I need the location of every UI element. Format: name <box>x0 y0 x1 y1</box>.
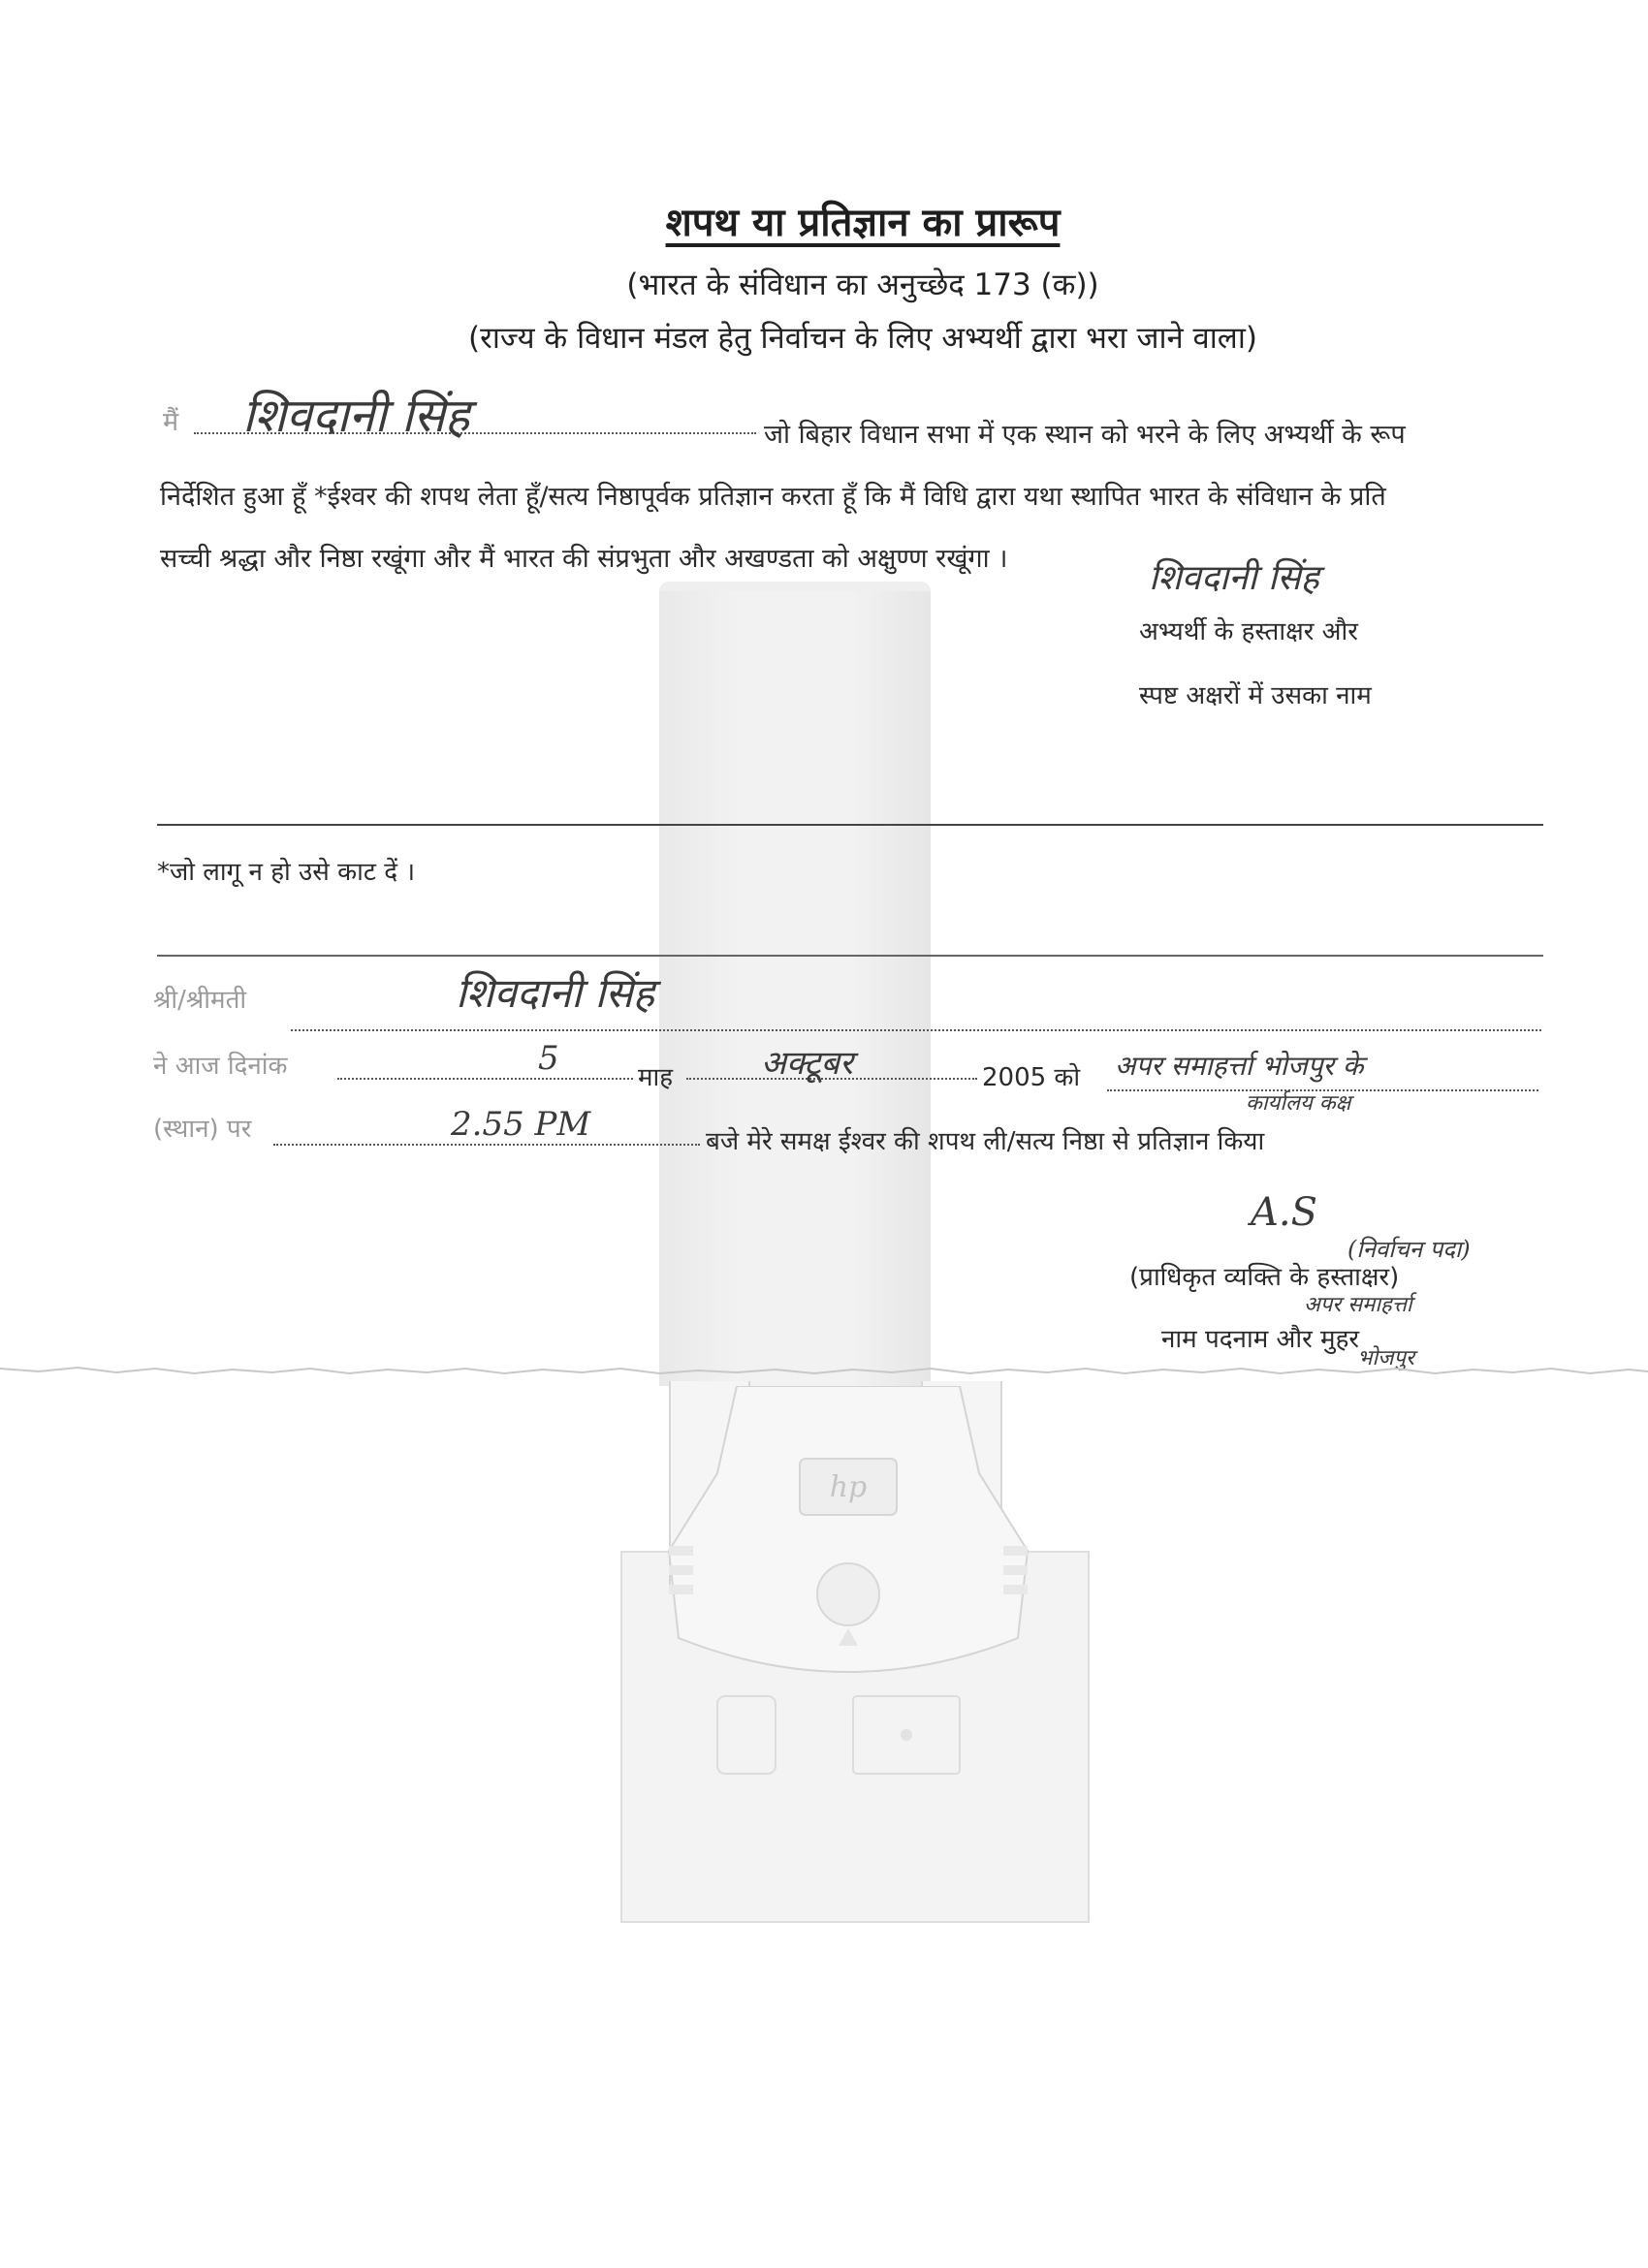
separator-rule-2 <box>157 955 1543 957</box>
date-month-handwritten: अक्टूबर <box>761 1044 853 1083</box>
page-title: शपथ या प्रतिज्ञान का प्रारूप <box>665 201 1061 245</box>
candidate-sig-label: अभ्यर्थी के हस्ताक्षर और <box>1139 617 1358 646</box>
separator-rule-1 <box>157 824 1543 826</box>
auth-sig-label: (प्राधिकृत व्यक्ति के हस्ताक्षर) <box>1129 1263 1400 1292</box>
hp-logo-text: hp <box>829 1470 868 1504</box>
aaj-label: ने आज दिनांक <box>153 1052 288 1081</box>
maah-label: माह <box>638 1063 674 1092</box>
time-field <box>273 1144 700 1146</box>
date-day-field <box>337 1078 633 1080</box>
date-day-handwritten: 5 <box>538 1039 559 1078</box>
auth-name-label: नाम पदनाम और मुहर <box>1161 1325 1360 1354</box>
subtitle-purpose: (राज्य के विधान मंडल हेतु निर्वाचन के लिए अभ्यर्थी द्वारा भरा जाने वाला) <box>468 321 1257 356</box>
candidate-signature: शिवदानी सिंह <box>1149 558 1319 598</box>
scanner-inner-details <box>698 1686 989 1783</box>
auth-name-handwritten: (निर्वाचन पदा) <box>1347 1236 1471 1263</box>
shri-name-field <box>291 1029 1541 1031</box>
line1-prefix: मैं <box>163 407 179 437</box>
candidate-name-label: स्पष्ट अक्षरों में उसका नाम <box>1139 681 1372 710</box>
footnote: *जो लागू न हो उसे काट दें । <box>157 858 416 887</box>
place-line2-handwritten: कार्यालय कक्ष <box>1246 1091 1351 1116</box>
place-line1-handwritten: अपर समाहर्त्ता भोजपुर के <box>1115 1050 1364 1082</box>
auth-designation-handwritten: अपर समाहर्त्ता <box>1304 1293 1412 1317</box>
time-handwritten: 2.55 PM <box>451 1105 591 1144</box>
torn-paper-edge <box>0 1361 1648 1380</box>
shri-name-handwritten: शिवदानी सिंह <box>456 969 655 1017</box>
year-label: 2005 को <box>982 1063 1081 1092</box>
scanner-shadow <box>659 591 931 1386</box>
oath-line2: निर्देशित हुआ हूँ *ईश्वर की शपथ लेता हूँ/सत्य निष्ठापूर्वक प्रतिज्ञान करता हूँ कि मैं विधि द्वारा यथा स्थापित भारत के संविधान के प्रति <box>160 482 1386 512</box>
subtitle-article: (भारत के संविधान का अनुच्छेद 173 (क)) <box>626 268 1099 302</box>
baje-label: बजे मेरे समक्ष ईश्वर की शपथ ली/सत्य निष्ठा से प्रतिज्ञान किया <box>706 1127 1265 1156</box>
shri-label: श्री/श्रीमती <box>153 986 247 1015</box>
candidate-name-handwritten: शिवदानी सिंह <box>242 389 470 443</box>
auth-signature-initial: A.S <box>1251 1190 1318 1235</box>
scanner-clip <box>640 1386 1057 1686</box>
line1-suffix: जो बिहार विधान सभा में एक स्थान को भरने के लिए अभ्यर्थी के रूप <box>764 420 1406 450</box>
sthan-label: (स्थान) पर <box>153 1115 252 1144</box>
oath-line3: सच्ची श्रद्धा और निष्ठा रखूंगा और मैं भारत की संप्रभुता और अखण्डता को अक्षुण्ण रखूंगा । <box>160 544 1008 574</box>
auth-place-handwritten: भोजपुर <box>1357 1346 1414 1370</box>
